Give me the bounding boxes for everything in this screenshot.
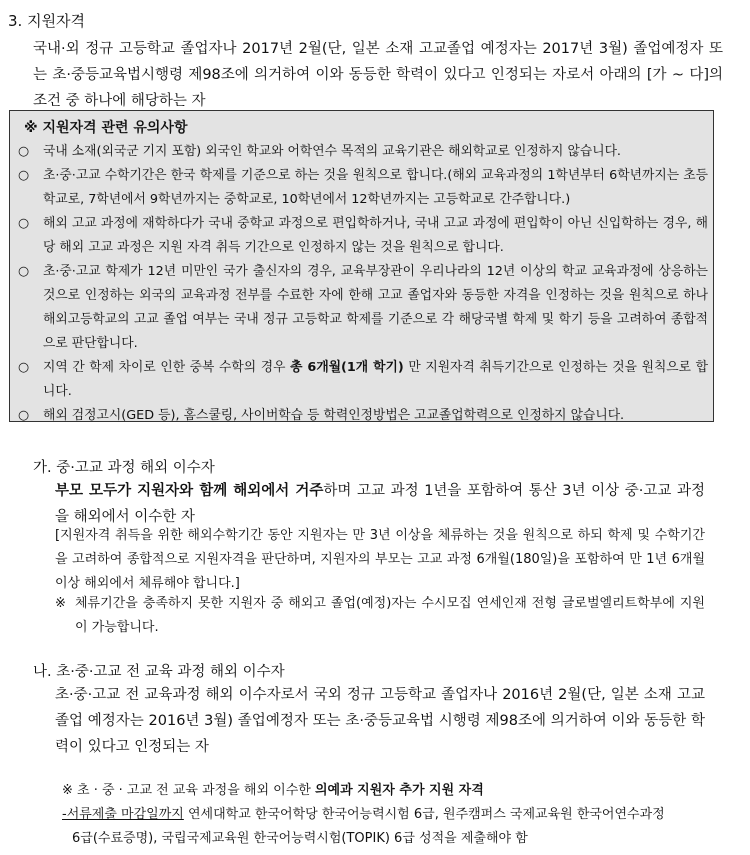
notice-item: ○ 해외 검정고시(GED 등), 홈스쿨링, 사이버학습 등 학력인정방법은 고교졸업학력으로 인정하지 않습니다. [18, 404, 708, 428]
notice-item: ○ 초·중·고교 학제가 12년 미만인 국가 출신자의 경우, 교육부장관이 우리나라의 12년 이상의 학교 교육과정에 상응하는 것으로 인정하는 외국의 교육과정 전부를 수료한 자에 한해 고교 졸업자와 동등한 자격을 인정하는 것을 원칙으로 하나 해외고등학교의 고교 졸업 여부는 국내 정규 고등학교 학제를 기준으로 각 해당국별 학제 및 학기 등을 고려하여 종합적으로 판단합니다. [18, 260, 708, 356]
circle-bullet-icon: ○ [18, 216, 30, 231]
section-ga-body: 부모 모두가 지원자와 함께 해외에서 거주하며 고교 과정 1년을 포함하여 통산 3년 이상 중·고교 과정을 해외에서 이수한 자 [55, 483, 705, 525]
section-na-requirement-cont: 6급(수료증명), 국립국제교육원 한국어능력시험(TOPIK) 6급 성적을 제출해야 함 [72, 831, 528, 846]
notice-item: ○ 해외 고교 과정에 재학하다가 국내 중학교 과정으로 편입학하거나, 국내 고교 과정에 편입학이 아닌 신입학하는 경우, 해당 해외 고교 과정은 지원 자격 취득 기간으로 인정하지 않는 것을 원칙으로 합니다. [18, 212, 708, 260]
reference-mark-icon: ※ [55, 596, 66, 611]
eligibility-intro: 국내·외 정규 고등학교 졸업자나 2017년 2월(단, 일본 소재 고교졸업 예정자는 2017년 3월) 졸업예정자 또는 초·중등교육법시행령 제98조에 의거하여 이와 동등한 학력이 있다고 인정되는 자로서 아래의 [가 ~ 다]의 조건 중 하나에 해당하는 자 [33, 41, 723, 109]
section-ga-remark: ※ 체류기간을 충족하지 못한 지원자 중 해외고 졸업(예정)자는 수시모집 연세인재 전형 글로벌엘리트학부에 지원이 가능합니다. [55, 592, 705, 640]
section-na-note: ※ 초 · 중 · 고교 전 교육 과정을 해외 이수한 의예과 지원자 추가 지원 자격 [62, 783, 484, 798]
circle-bullet-icon: ○ [18, 144, 30, 159]
notice-item: ○ 지역 간 학제 차이로 인한 중복 수학의 경우 총 6개월(1개 학기) 만 지원자격 취득기간으로 인정하는 것을 원칙으로 합니다. [18, 356, 708, 404]
notice-item: ○ 국내 소재(외국군 기지 포함) 외국인 학교와 어학연수 목적의 교육기관은 해외학교로 인정하지 않습니다. [18, 140, 708, 164]
circle-bullet-icon: ○ [18, 408, 30, 423]
section-ga-bracket-note: [지원자격 취득을 위한 해외수학기간 동안 지원자는 만 3년 이상을 체류하는 것을 원칙으로 하되 학제 및 수학기간을 고려하여 종합적으로 지원자격을 판단하며, 지원자의 부모는 고교 과정 6개월(180일)을 포함하여 만 1년 6개월 이상 해외에서 체류해야 합니다.] [55, 528, 705, 591]
section-na-body: 초·중·고교 전 교육과정 해외 이수자로서 국외 정규 고등학교 졸업자나 2016년 2월(단, 일본 소재 고교 졸업 예정자는 2016년 3월) 졸업예정자 또는 초·중등교육법 시행령 제98조에 의거하여 이와 동등한 학력이 있다고 인정되는 자 [55, 687, 705, 755]
circle-bullet-icon: ○ [18, 168, 30, 183]
section-na-requirement: -서류제출 마감일까지 연세대학교 한국어학당 한국어능력시험 6급, 원주캠퍼스 국제교육원 한국어연수과정 [62, 807, 665, 822]
section-ga-heading: 가. 중·고교 과정 해외 이수자 [33, 460, 215, 476]
notice-item: ○ 초·중·고교 수학기간은 한국 학제를 기준으로 하는 것을 원칙으로 합니다.(해외 교육과정의 1학년부터 6학년까지는 초등학교로, 7학년에서 9학년까지는 중학교로, 10학년에서 12학년까지는 고등학교로 간주합니다.) [18, 164, 708, 212]
section-na-heading: 나. 초·중·고교 전 교육 과정 해외 이수자 [33, 664, 285, 680]
notice-box [9, 110, 714, 422]
highlight-period: 총 6개월(1개 학기) [290, 360, 404, 375]
circle-bullet-icon: ○ [18, 360, 30, 375]
section-title: 3. 지원자격 [8, 12, 86, 30]
notice-title: ※ 지원자격 관련 유의사항 [24, 120, 188, 136]
circle-bullet-icon: ○ [18, 264, 30, 279]
